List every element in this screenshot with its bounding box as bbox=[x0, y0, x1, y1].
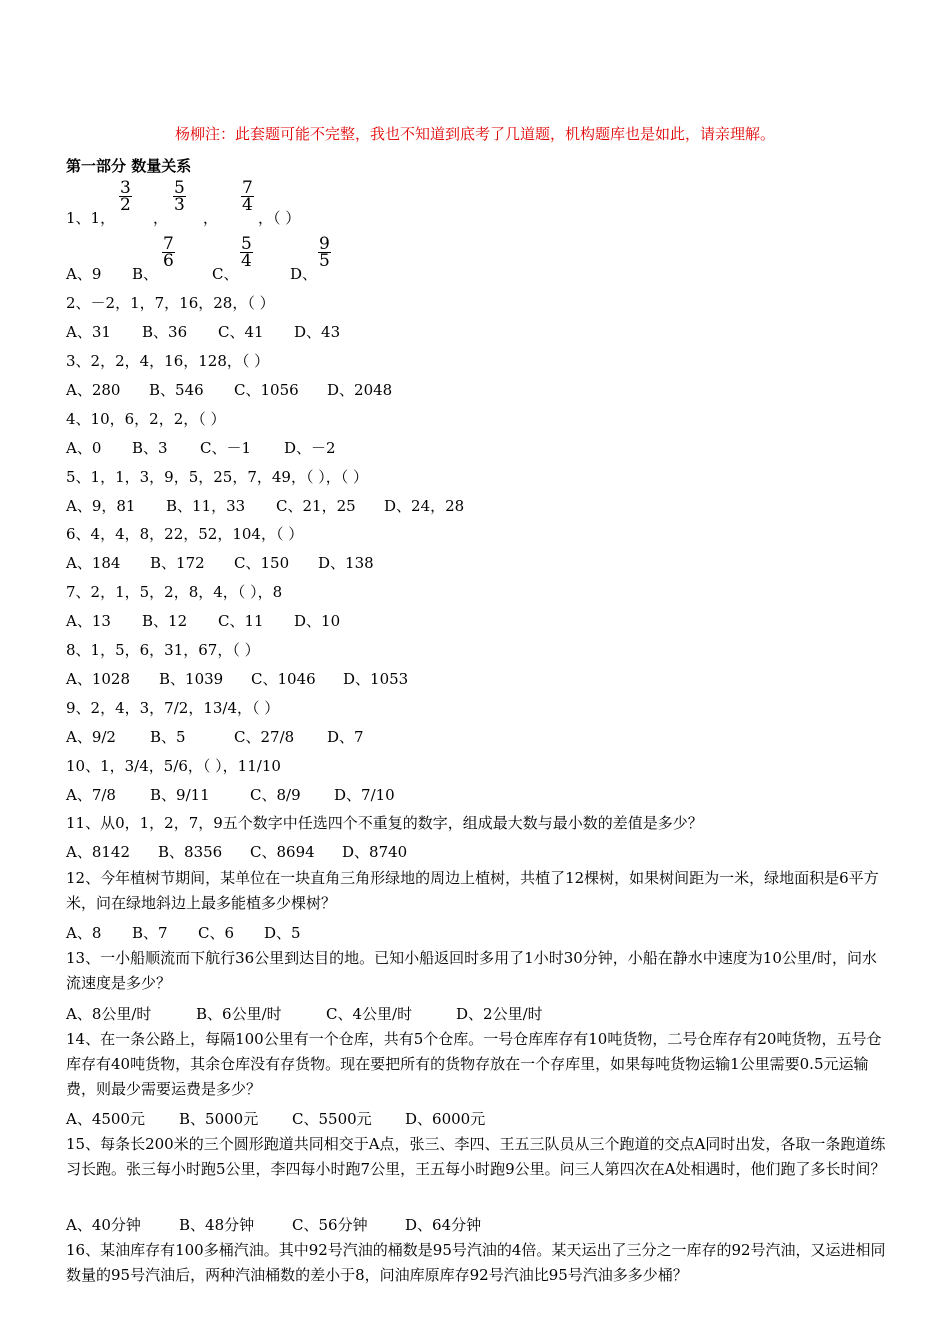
q1-option-d-fraction: $\frac{9}{5}$ bbox=[319, 234, 330, 271]
option: B、5000元 bbox=[179, 1110, 259, 1128]
question-text: 12、今年植树节期间，某单位在一块直角三角形绿地的周边上植树，共植了12棵树，如果树间距为一米，绿地面积是6平方米，问在绿地斜边上最多能植多少棵树？ bbox=[66, 869, 879, 912]
q1-option-b: B、 bbox=[132, 265, 159, 283]
option: C、150 bbox=[234, 554, 290, 572]
q1-separator: ， bbox=[153, 209, 169, 227]
option: D、7/10 bbox=[334, 786, 395, 804]
question-text: 7、2，1，5，2，8，4，（ ），8 bbox=[66, 583, 283, 601]
options-row bbox=[66, 495, 464, 516]
option: A、8公里/时 bbox=[66, 1005, 152, 1023]
option: C、27/8 bbox=[234, 728, 295, 746]
options-row bbox=[66, 610, 340, 631]
q1-option-c: C、 bbox=[212, 265, 239, 283]
option: A、7/8 bbox=[66, 786, 116, 804]
option: A、40分钟 bbox=[66, 1216, 141, 1234]
question-text: 14、在一条公路上，每隔100公里有一个仓库，共有5个仓库。一号仓库库存有10吨货物，二号仓库存有20吨货物，五号仓库存有40吨货物，其余仓库没有存货物。现在要把所有的货物存放在一个存库里，如果每吨货物运输1公里需要0.5元运输费，则最少需要运费是多少？ bbox=[66, 1030, 882, 1098]
option: D、24，28 bbox=[384, 497, 465, 515]
options-row bbox=[66, 841, 407, 862]
option: B、9/11 bbox=[150, 786, 210, 804]
option: C、41 bbox=[218, 323, 264, 341]
options-row bbox=[66, 437, 336, 458]
section-title: 第一部分 数量关系 bbox=[66, 157, 192, 175]
options-row bbox=[66, 922, 301, 943]
option: D、5 bbox=[264, 924, 301, 942]
option: C、4公里/时 bbox=[326, 1005, 413, 1023]
option: D、7 bbox=[327, 728, 364, 746]
option: C、1056 bbox=[234, 381, 299, 399]
q1-prefix: 1、1， bbox=[66, 209, 116, 227]
option: B、1039 bbox=[159, 670, 224, 688]
option: C、8694 bbox=[250, 843, 315, 861]
options-row bbox=[66, 1003, 543, 1024]
option: D、2公里/时 bbox=[456, 1005, 543, 1023]
option: B、8356 bbox=[158, 843, 223, 861]
option: A、280 bbox=[66, 381, 121, 399]
option: B、11，33 bbox=[166, 497, 246, 515]
option: C、11 bbox=[218, 612, 264, 630]
question-text: 8、1，5，6，31，67，（ ） bbox=[66, 641, 260, 659]
option: B、12 bbox=[142, 612, 188, 630]
options-row bbox=[66, 1108, 485, 1129]
q1-option-d: D、 bbox=[290, 265, 318, 283]
q1-option-a: A、9 bbox=[66, 265, 102, 283]
question-text: 11、从0，1，2，7，9五个数字中任选四个不重复的数字，组成最大数与最小数的差值是多少？ bbox=[66, 814, 703, 832]
option: A、8 bbox=[66, 924, 102, 942]
option: B、546 bbox=[149, 381, 204, 399]
question-text: 4、10，6，2，2，（ ） bbox=[66, 410, 226, 428]
q1-tail: ，（ ） bbox=[258, 209, 301, 227]
option: D、64分钟 bbox=[405, 1216, 482, 1234]
option: B、5 bbox=[150, 728, 186, 746]
option: C、5500元 bbox=[292, 1110, 372, 1128]
option: A、9，81 bbox=[66, 497, 136, 515]
option: B、48分钟 bbox=[179, 1216, 255, 1234]
option: C、6 bbox=[198, 924, 235, 942]
q1-fraction: $\frac{3}{2}$ bbox=[120, 178, 131, 215]
option: B、172 bbox=[150, 554, 205, 572]
option: B、6公里/时 bbox=[196, 1005, 282, 1023]
option: D、10 bbox=[294, 612, 341, 630]
option: D、1053 bbox=[343, 670, 409, 688]
option: B、7 bbox=[132, 924, 168, 942]
options-row bbox=[66, 1214, 481, 1235]
q1-option-b-fraction: $\frac{7}{6}$ bbox=[163, 234, 174, 271]
question-text: 5、1，1，3，9，5，25，7，49，（ ），（ ） bbox=[66, 468, 369, 486]
options-row bbox=[66, 726, 364, 747]
option: A、4500元 bbox=[66, 1110, 146, 1128]
option: D、43 bbox=[294, 323, 341, 341]
q1-option-c-fraction: $\frac{5}{4}$ bbox=[241, 234, 252, 271]
question-text: 13、一小船顺流而下航行36公里到达目的地。已知小船返回时多用了1小时30分钟，小船在静水中速度为10公里/时，问水流速度是多少？ bbox=[66, 949, 877, 992]
option: C、8/9 bbox=[250, 786, 301, 804]
option: A、1028 bbox=[66, 670, 131, 688]
option: A、31 bbox=[66, 323, 111, 341]
option: B、36 bbox=[142, 323, 188, 341]
option: A、9/2 bbox=[66, 728, 116, 746]
editor-note: 杨柳注：此套题可能不完整，我也不知道到底考了几道题，机构题库也是如此，请亲理解。 bbox=[174, 125, 775, 143]
question-text: 6、4，4，8，22，52，104，（ ） bbox=[66, 525, 304, 543]
options-row bbox=[66, 784, 395, 805]
option: C、56分钟 bbox=[292, 1216, 368, 1234]
question-text: 2、－2，1，7，16，28，（ ） bbox=[66, 294, 275, 312]
option: D、6000元 bbox=[405, 1110, 486, 1128]
question-text: 16、某油库存有100多桶汽油。其中92号汽油的桶数是95号汽油的4倍。某天运出了三分之一库存的92号汽油，又运进相同数量的95号汽油后，两种汽油桶数的差小于8，问油库原库存92号汽油比95号汽油多多少桶？ bbox=[66, 1241, 886, 1284]
option: D、2048 bbox=[327, 381, 393, 399]
option: C、1046 bbox=[251, 670, 316, 688]
option: B、3 bbox=[132, 439, 168, 457]
option: A、184 bbox=[66, 554, 121, 572]
option: D、8740 bbox=[342, 843, 408, 861]
question-text: 9、2，4，3，7/2，13/4，（ ） bbox=[66, 699, 280, 717]
q1-separator: ， bbox=[203, 209, 219, 227]
option: A、0 bbox=[66, 439, 102, 457]
option: D、138 bbox=[318, 554, 374, 572]
q1-fraction: $\frac{5}{3}$ bbox=[174, 178, 185, 215]
question-text: 10、1，3/4，5/6，（ ），11/10 bbox=[66, 757, 281, 775]
option: A、13 bbox=[66, 612, 111, 630]
options-row bbox=[66, 552, 374, 573]
option: D、－2 bbox=[284, 439, 336, 457]
options-row bbox=[66, 379, 392, 400]
question-text: 3、2，2，4，16，128，（ ） bbox=[66, 352, 270, 370]
option: C、21，25 bbox=[276, 497, 356, 515]
options-row bbox=[66, 668, 408, 689]
question-text: 15、每条长200米的三个圆形跑道共同相交于A点，张三、李四、王五三队员从三个跑道的交点A同时出发，各取一条跑道练习长跑。张三每小时跑5公里，李四每小时跑7公里，王五每小时跑9公里。问三人第四次在A处相遇时，他们跑了多长时间？ bbox=[66, 1135, 886, 1178]
option: A、8142 bbox=[66, 843, 131, 861]
options-row bbox=[66, 321, 340, 342]
option: C、－1 bbox=[200, 439, 252, 457]
q1-fraction: $\frac{7}{4}$ bbox=[242, 178, 253, 215]
